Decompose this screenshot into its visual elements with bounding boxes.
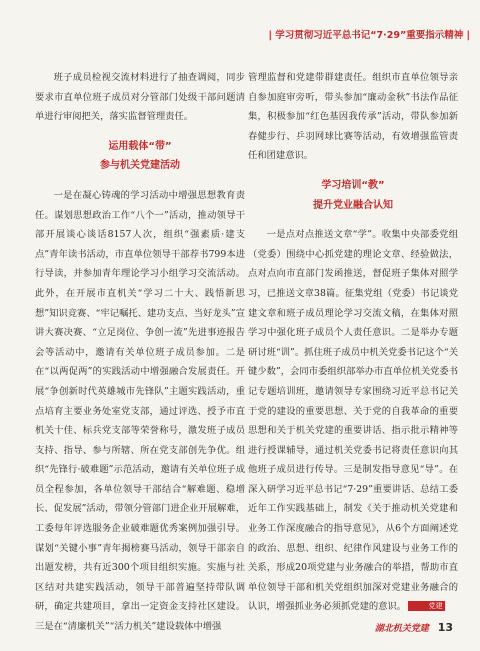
left-paragraph-2: 一是在凝心铸魂的学习活动中增强思想教育责任。谋划思想政治工作“八个一”活动，推动领导干部开展谈心谈话8157人次，组织“强素质·建支点”青年读书活动，市直单位领导干部荐书799本进行导读，并参加青年理论学习小组学习交流活动。此外，在开展市直机关“学习二十大、践悟新思想”知识竞赛、“牢记嘱托、建功支点、当好龙头”宣讲大赛决赛、“立足岗位、争创一流”先进事迹报告会等活动中，邀请有关单位班子成员参加。二是在“以两促两”的实践活动中增强融合发展责任。开展“争创新时代英雄城市先锋队”主题实践活动，重点培育主要业务处室党支部，通过评选、授予市直机关十佳、标兵党支部等荣誉称号，激发班子成员支持、指导、参与所辖、所在党支部创先争优。组织“先锋行·破难题”示范活动，邀请有关单位班子成员全程参加，各单位领导干部结合“解难题、稳增长、促发展”活动，带领分管部门进企业开展解难，工委每年评选服务企业破难题优秀案例加强引导。谋划“关键小事”青年揭榜赛马活动，领导干部亲自出题发榜，共有近300个项目组织实施。实施与社区结对共建实践活动，领导干部普遍坚持带队调研，确定共建项目，拿出一定资金支持社区建设。三是在“清廉机关”“活力机关”建设载体中增强 [35,189,245,633]
section-heading-training [248,176,458,215]
page-footer [375,621,453,634]
section-heading-carrier [35,137,245,176]
page-header-title: | 学习贯彻习近平总书记“7·29”重要指示精神 | [268,30,470,41]
section-heading-line-2: 参与机关党建活动 [100,160,180,172]
section-heading-line-2: 提升党业融合认知 [313,199,393,211]
page-number: 13 [437,621,453,634]
right-column [248,68,458,617]
right-paragraph-2-text: 一是点对点推送文章“学”。收集中央部委党组（党委）围绕中心抓党建的理论文章、经验做法，点对点向市直部门发函推送，督促班子集体对照学习，已推送文章38篇。征集党组（党委）书记谈党建文章和班子成员理论学习交流文稿，在集体对照学习中强化班子成员个人责任意识。二是举办专题研讨班“训”。抓住班子成员中机关党委书记这个“关键少数”，会同市委组织部举办市直单位机关党委书记专题培训班，邀请领导专家围绕习近平总书记关于党的建设的重要思想、关于党的自我革命的重要思想和关于机关党建的重要讲话、指示批示精神等进行授课辅导，通过机关党委书记将责任意识向其他班子成员进行传导。三是制发指导意见“导”。在深入研学习近平总书记“7·29”重要讲话、总结工委近年工作实践基础上，制发《关于推动机关党建和业务工作深度融合的指导意见》，从6个方面阐述党的政治、思想、组织、纪律作风建设与业务工作的关系，形成20项党建与业务融合的举措，帮助市直单位领导干部和机关党组织加深对党建业务融合的认识，增强抓业务必须抓党建的意识。 [248,229,458,613]
left-paragraph-1: 班子成员检视交流材料进行了抽查调阅，同步要求市直单位班子成员对分管部门处级干部问题清单进行审阅把关，落实监督管理责任。 [35,72,245,123]
end-mark-badge: 党建 [408,601,445,611]
left-column [35,68,245,637]
section-heading-line-1: 学习培训“教” [321,179,385,191]
section-heading-line-1: 运用载体“带” [108,140,172,152]
right-paragraph-2 [248,225,458,617]
magazine-brand: 湖北机关党建 [374,624,429,634]
right-paragraph-1: 管理监督和党建带群建责任。组织市直单位领导亲自参加庭审旁听，带头参加“廉动金秋”书法作品征集，积极参加“红色基因我传承”活动，带队参加新春健步行、乒羽网球比赛等活动，有效增强监管责任和团建意识。 [248,72,458,162]
